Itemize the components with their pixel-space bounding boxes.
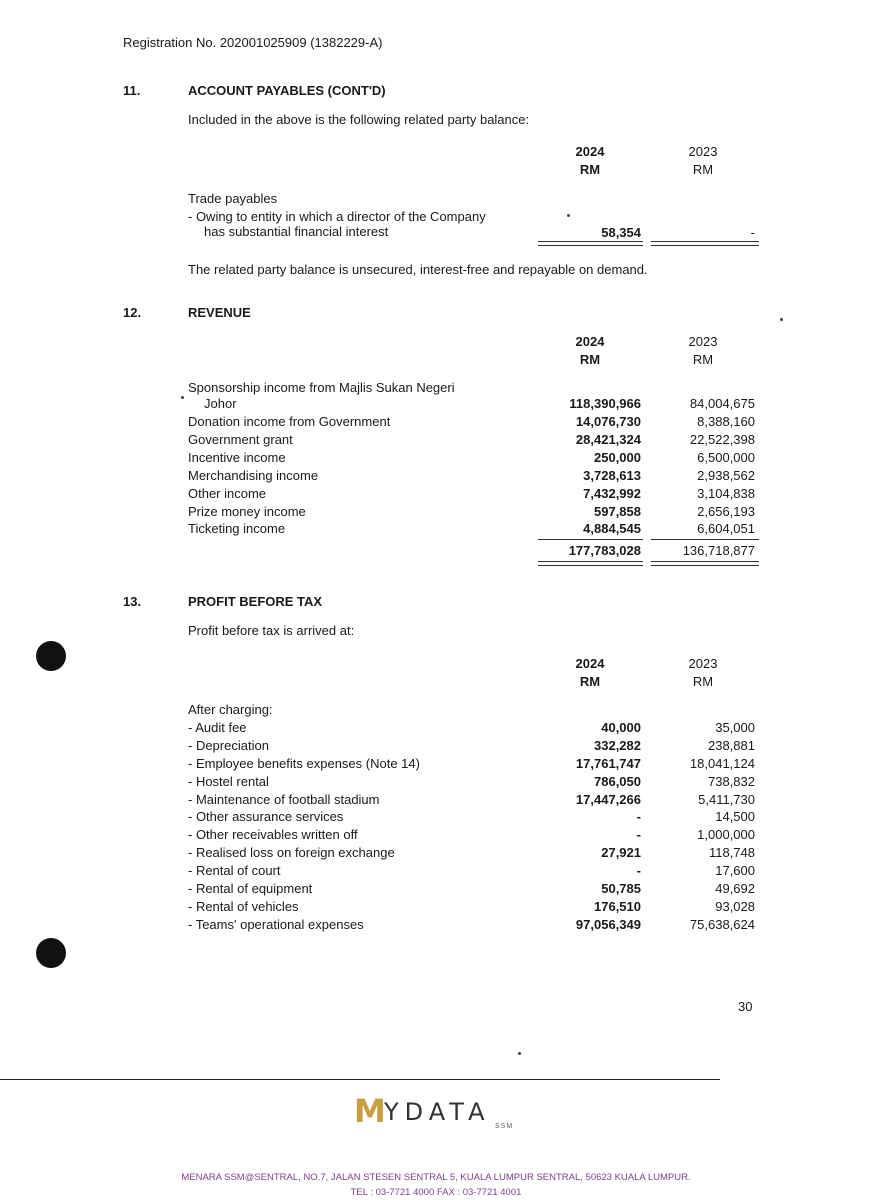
note11-underline-2023 (651, 241, 759, 246)
row-value-2023: 238,881 (708, 738, 755, 753)
row-label: - Rental of court (188, 863, 281, 878)
row-value-2023: 93,028 (715, 899, 755, 914)
row-value-2024: 27,921 (601, 845, 641, 860)
note11-underline-2024 (538, 241, 643, 246)
row-value-2023: 14,500 (715, 809, 755, 824)
revenue-total-underline-2023 (651, 561, 759, 566)
row-label: - Other receivables written off (188, 827, 358, 842)
row-label: - Teams' operational expenses (188, 917, 364, 932)
row-value-2023: 3,104,838 (697, 486, 755, 501)
row-value-2024: 786,050 (594, 774, 641, 789)
row-value-2024: 597,858 (594, 504, 641, 519)
row-value-2023: 738,832 (708, 774, 755, 789)
note13-number: 13. (123, 594, 142, 609)
row-value-2023: 118,748 (708, 845, 755, 860)
row-value-2024: 332,282 (594, 738, 641, 753)
note11-unit-2024: RM (579, 162, 601, 177)
note11-heading: Trade payables (188, 191, 278, 206)
note11-line1: - Owing to entity in which a director of the Company (188, 209, 486, 224)
note12-unit-2024: RM (579, 352, 601, 367)
row-value-2024: 7,432,992 (583, 486, 641, 501)
punch-hole (36, 641, 66, 671)
row-label: - Audit fee (188, 720, 247, 735)
row-label: - Other assurance services (188, 809, 344, 824)
logo-mark: M (354, 1092, 386, 1130)
row-value-2024: 14,076,730 (575, 414, 641, 429)
note11-footnote: The related party balance is unsecured, interest-free and repayable on demand. (188, 262, 648, 277)
note13-heading: After charging: (188, 702, 273, 717)
row-value-2024: 28,421,324 (575, 432, 641, 447)
row-value-2024: 3,728,613 (583, 468, 641, 483)
note13-unit-2024: RM (579, 674, 601, 689)
note13-year-2024: 2024 (575, 656, 605, 671)
row-label: - Maintenance of football stadium (188, 792, 380, 807)
row-value-2024: 97,056,349 (575, 917, 641, 932)
note13-unit-2023: RM (692, 674, 714, 689)
footer-contact: TEL : 03-7721 4000 FAX : 03-7721 4001 (350, 1187, 522, 1198)
row-value-2023: 22,522,398 (689, 432, 755, 447)
logo-text: YDATA (384, 1098, 491, 1126)
row-label: Incentive income (188, 450, 286, 465)
revenue-total-2024: 177,783,028 (568, 543, 641, 558)
row-value-2024: 50,785 (601, 881, 641, 896)
footer-address: MENARA SSM@SENTRAL, NO.7, JALAN STESEN SENTRAL 5, KUALA LUMPUR SENTRAL, 50623 KUALA LUMPUR. (181, 1172, 691, 1183)
note11-year-2024: 2024 (575, 144, 605, 159)
row-label: - Rental of equipment (188, 881, 313, 896)
scan-speck (780, 318, 783, 321)
row-label: Other income (188, 486, 267, 501)
punch-hole (36, 938, 66, 968)
row-value-2024: 176,510 (594, 899, 641, 914)
row-value-2023: 75,638,624 (689, 917, 755, 932)
note11-value-2024: 58,354 (601, 225, 641, 240)
note11-year-2023: 2023 (688, 144, 718, 159)
scan-speck (518, 1052, 521, 1055)
note13-title: PROFIT BEFORE TAX (188, 594, 323, 609)
row-value-2024: 17,761,747 (575, 756, 641, 771)
page-number: 30 (738, 999, 753, 1014)
row-label: Johor (204, 396, 237, 411)
revenue-total-underline-2024 (538, 561, 643, 566)
row-value-2023: 18,041,124 (689, 756, 755, 771)
revenue-total-2023: 136,718,877 (682, 543, 755, 558)
footer-divider (0, 1079, 720, 1080)
row-value-2024: - (636, 809, 641, 824)
note12-first-label-line1: Sponsorship income from Majlis Sukan Negeri (188, 380, 455, 395)
row-label: - Rental of vehicles (188, 899, 299, 914)
row-value-2023: 35,000 (715, 720, 755, 735)
note12-year-2024: 2024 (575, 334, 605, 349)
row-value-2024: - (636, 827, 641, 842)
note12-unit-2023: RM (692, 352, 714, 367)
row-label: - Depreciation (188, 738, 269, 753)
note11-intro: Included in the above is the following related party balance: (188, 112, 530, 127)
row-value-2024: - (636, 863, 641, 878)
row-label: Ticketing income (188, 521, 286, 536)
logo-sub: SSM (495, 1123, 514, 1130)
note12-year-2023: 2023 (688, 334, 718, 349)
note11-value-2023: - (750, 225, 755, 240)
note11-line2: has substantial financial interest (204, 224, 389, 239)
row-label: Donation income from Government (188, 414, 391, 429)
row-value-2023: 8,388,160 (697, 414, 755, 429)
row-value-2023: 5,411,730 (698, 792, 755, 807)
row-value-2023: 17,600 (715, 863, 755, 878)
row-value-2023: 6,500,000 (697, 450, 755, 465)
revenue-subtotal-line-2024 (538, 539, 643, 540)
row-value-2023: 1,000,000 (697, 827, 755, 842)
note13-year-2023: 2023 (688, 656, 718, 671)
registration-number: Registration No. 202001025909 (1382229-A) (123, 35, 383, 50)
row-value-2024: 250,000 (594, 450, 641, 465)
row-label: Merchandising income (188, 468, 319, 483)
note11-number: 11. (123, 83, 141, 98)
row-label: Government grant (188, 432, 293, 447)
revenue-subtotal-line-2023 (651, 539, 759, 540)
row-label: - Realised loss on foreign exchange (188, 845, 395, 860)
scan-speck (567, 214, 570, 217)
mydata-logo (354, 1094, 534, 1134)
row-value-2024: 17,447,266 (575, 792, 641, 807)
note13-intro: Profit before tax is arrived at: (188, 623, 355, 638)
row-value-2023: 6,604,051 (697, 521, 755, 536)
row-value-2023: 2,938,562 (697, 468, 755, 483)
row-label: Prize money income (188, 504, 306, 519)
row-label: - Hostel rental (188, 774, 269, 789)
note11-unit-2023: RM (692, 162, 714, 177)
row-value-2024: 4,884,545 (583, 521, 641, 536)
row-value-2023: 49,692 (715, 881, 755, 896)
note12-title: REVENUE (188, 305, 251, 320)
row-value-2024: 40,000 (601, 720, 641, 735)
row-label: - Employee benefits expenses (Note 14) (188, 756, 420, 771)
note11-title: ACCOUNT PAYABLES (CONT'D) (188, 83, 386, 98)
row-value-2024: 118,390,966 (569, 396, 641, 411)
row-value-2023: 84,004,675 (689, 396, 755, 411)
note12-number: 12. (123, 305, 142, 320)
row-value-2023: 2,656,193 (697, 504, 755, 519)
scan-speck (181, 396, 184, 399)
